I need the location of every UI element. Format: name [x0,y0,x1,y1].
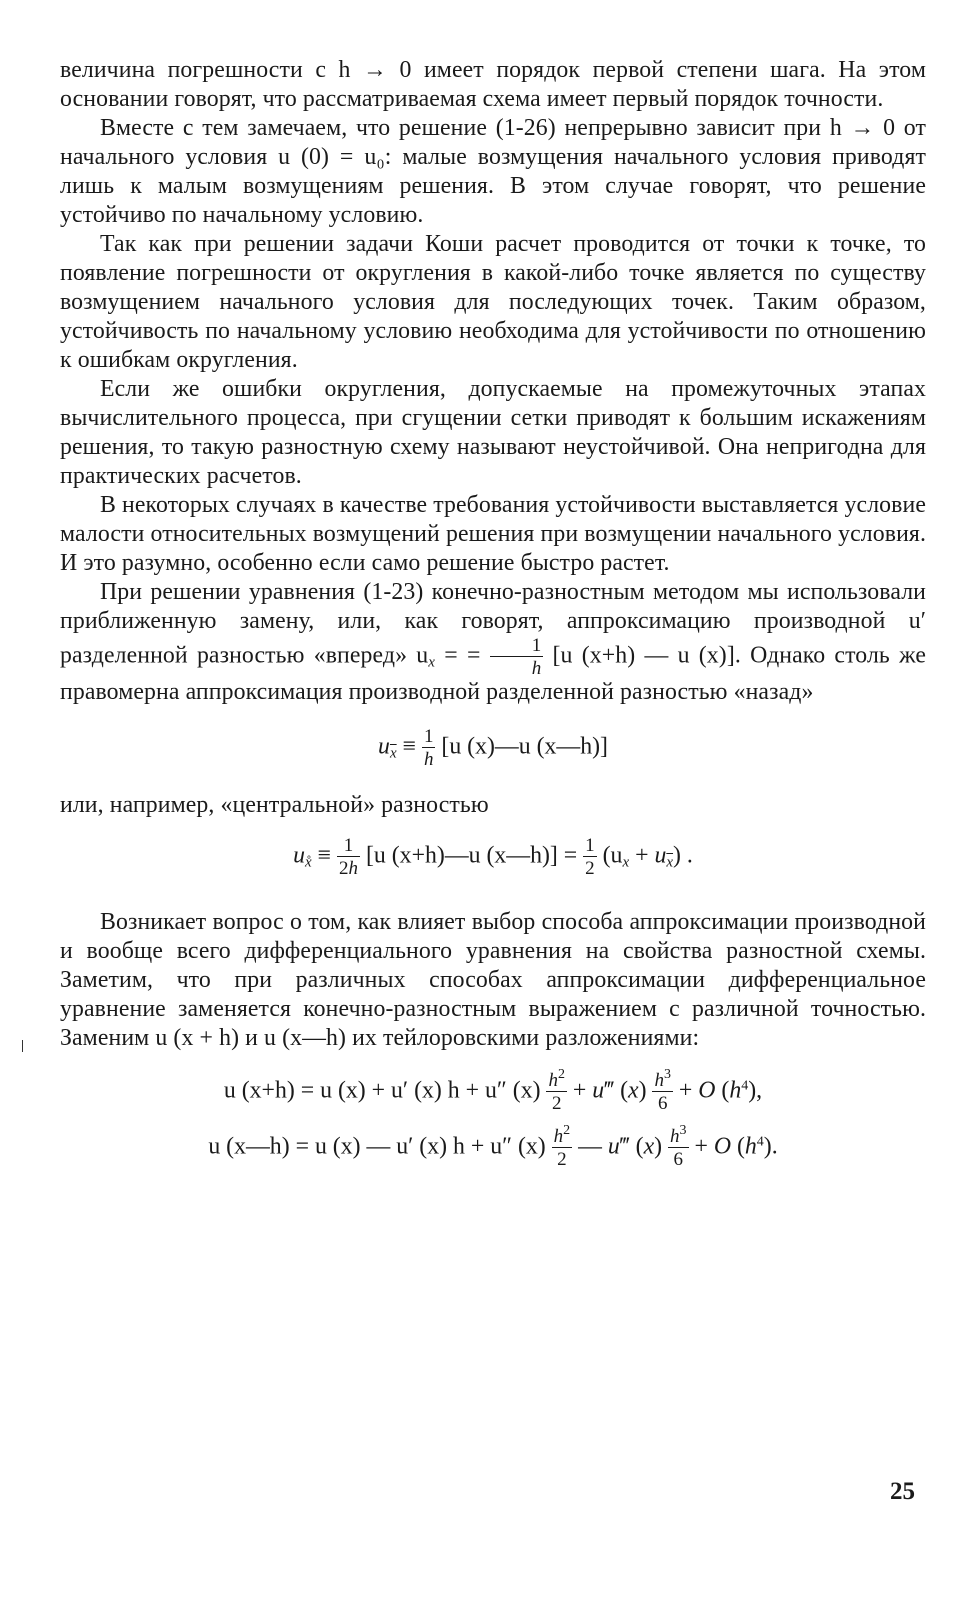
equation-backward-difference: $u_{\overline{x}}$ ≡ $\frac{1}{h}$ [u (x)—u (x—h)] [378,726,608,770]
eq-back-lhs: u [378,733,390,760]
page-body [60,56,926,1169]
paragraph-1: Вместе с тем замечаем, что решение (1-26) непрерывно зависит при h → 0 от начального условия u (0) = u₀: малые возмущения начального условия приводят лишь к малым возмущениям решения. В этом случае говорят, что решение устойчиво по начальному условию. [60,115,926,228]
eq-back-fraction: $\frac{1}{h}$ [423,726,434,770]
eq-taylor-minus-frac-1: $\frac{h^2}{2}$ [553,1123,571,1170]
paragraph-3: Если же ошибки округления, допускаемые на промежуточных этапах вычислительного процесса, при сгущении сетки приводят к большим искажениям решения, то такую разностную схему называют неустойчивой. Она непригодна для практических расчетов. [60,376,926,489]
paragraph-7: Возникает вопрос о том, как влияет выбор способа аппроксимации производной и вообще всего дифференциального уравнения на свойства разностной схемы. Заметим, что при различных способах аппроксимации дифференциальное уравнение заменяется конечно-разностным выражением с различной точностью. Заменим u (x + h) и u (x—h) их тейлоровскими разложениями: [60,909,926,1051]
page-number: 25 [890,1478,915,1505]
eq-taylor-minus-frac-2: $\frac{h^3}{6}$ [670,1123,687,1170]
eq-taylor-minus-text: u (x—h) = u (x) — u′ (x) h + u″ (x) [208,1133,546,1160]
paragraph-2: Так как при решении задачи Коши расчет проводится от точки к точке, то появление погрешности от округления в какой-либо точке является по существу возмущением начального условия для последующих точек. Таким образом, устойчивость по начальному условию необходима для устойчивости по отношению к ошибкам округления. [60,231,926,373]
equation-central-difference: $u_{x̊}$ ≡ $\frac{1}{2h}$ [u (x+h)—u (x—h)] = $\frac{1}{2}$ $(u_x + u_{\overline{x}})$ . [293,835,693,879]
eq-taylor-plus-frac-1: $\frac{h^2}{2}$ [548,1067,565,1114]
paragraph-5-part-b: [u (x+h) — u (x)]. Однако столь же правомерна аппроксимация производной разделенной разностью «назад» [60,642,926,705]
eq-central-fraction-1: $\frac{1}{2h}$ [339,835,359,879]
paragraph-5-part-a: При решении уравнения (1-23) конечно-разностным методом мы использовали приближенную замену, или, как говорят, аппроксимацию производной u′ разделенной разностью «вперед» u [60,579,926,669]
equation-taylor-minus: u (x—h) = u (x) — u′ (x) h + u″ (x) $\frac{h^2}{2}$ — u‴ (x) $\frac{h^3}{6}$ + O $(h^4)$. [208,1123,778,1170]
eq-central-mid: [u (x+h)—u (x—h)] = [365,842,578,869]
paragraph-6: или, например, «центральной» разностью [60,792,489,818]
eq-central-rhs: (u [602,842,623,869]
eq-back-rhs: [u (x)—u (x—h)] [441,733,608,760]
equation-taylor-plus: u (x+h) = u (x) + u′ (x) h + u″ (x) $\frac{h^2}{2}$ + u‴ (x) $\frac{h^3}{6}$ + O $(h^4)$, [223,1067,763,1114]
fraction-1-over-h: $\frac{1}{h}$ [490,636,544,678]
eq-taylor-plus-text: u (x+h) = u (x) + u′ (x) h + u″ (x) [223,1077,541,1104]
paragraph-4: В некоторых случаях в качестве требования устойчивости выставляется условие малости относительных возмущений решения при возмущении начального условия. И это разумно, особенно если само решение быстро растет. [60,492,926,576]
margin-mark [22,1040,23,1052]
eq-central-lhs: u [293,842,306,869]
eq-taylor-plus-frac-2: $\frac{h^3}{6}$ [654,1067,671,1114]
paragraph-5: При решении уравнения (1-23) конечно-разностным методом мы использовали приближенную замену, или, как говорят, аппроксимацию производной u′ разделенной разностью «вперед» $u_x$ = = $\frac{1}{h}$ [u (x+h) — u (x)]. Однако столь же правомерна аппроксимация производной разделенной разностью «назад» [60,579,926,705]
eq-central-fraction-2: $\frac{1}{2}$ [585,835,595,879]
paragraph-0: величина погрешности с h → 0 имеет порядок первой степени шага. На этом основании говорят, что рассматриваемая схема имеет первый порядок точности. [60,57,926,112]
